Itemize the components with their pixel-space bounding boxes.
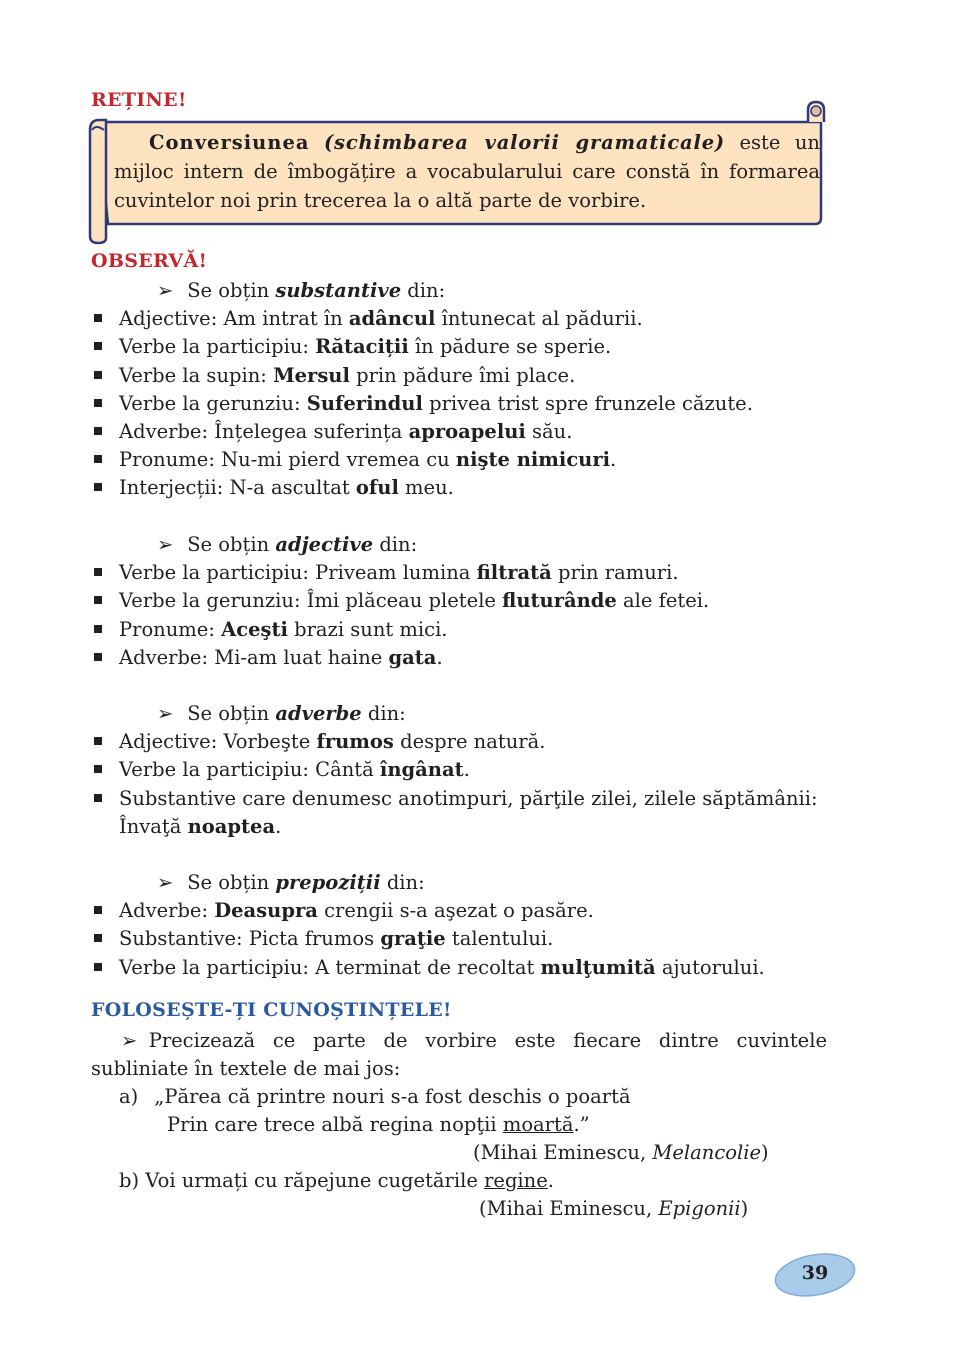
exercise-a-source xyxy=(473,1139,769,1167)
item-text-end: ajutorului. xyxy=(655,955,765,979)
exercise-a-label: a) xyxy=(119,1085,139,1108)
list-item xyxy=(91,925,553,953)
item-text: Verbe la supin: xyxy=(119,363,274,387)
exercise-a-verse1: „Părea că printre nouri s-a fost deschis o poartă xyxy=(154,1085,631,1108)
item-text: Verbe la gerunziu: xyxy=(119,391,307,415)
item-text-end: . xyxy=(610,448,617,472)
source-title: Epigonii xyxy=(658,1197,741,1220)
list-item xyxy=(91,616,448,644)
item-text: Substantive care denumesc anotimpuri, părţile zilei, zilele săptămânii: xyxy=(119,786,818,810)
section-keyword: prepoziții xyxy=(275,871,381,894)
exercise-b-end: . xyxy=(547,1169,554,1192)
arrow-bullet-icon: ➢ xyxy=(157,871,174,894)
section-intro-text: Se obțin xyxy=(187,533,276,556)
square-bullet-icon xyxy=(94,653,102,661)
square-bullet-icon xyxy=(94,483,102,491)
arrow-bullet-icon: ➢ xyxy=(157,533,174,556)
section-intro-end: din: xyxy=(361,702,406,725)
arrow-bullet-icon: ➢ xyxy=(157,702,174,725)
observa-heading: OBSERVĂ! xyxy=(91,250,208,272)
section-intro xyxy=(157,531,417,559)
item-text-end: său. xyxy=(525,420,573,443)
item-text-end: despre natură. xyxy=(393,730,546,754)
definition-term: Conversiunea xyxy=(149,131,310,154)
section-keyword: adjective xyxy=(275,533,374,556)
item-text: Adjective: Vorbeşte xyxy=(119,730,317,754)
item-text: Învaţă xyxy=(119,814,188,838)
item-example-word: filtrată xyxy=(476,561,552,585)
underlined-word-regine: regine xyxy=(484,1169,548,1192)
source-title: Melancolie xyxy=(652,1141,761,1164)
definition-body: este un mijloc intern de îmbogățire a vocabularului care constă în formarea cuvintelor noi prin trecerea la o altă parte de vorbire. xyxy=(114,131,820,212)
item-example-word: frumos xyxy=(316,730,394,754)
exercise-b-text: b) Voi urmați cu răpejune cugetările xyxy=(119,1169,485,1192)
list-item xyxy=(91,813,281,841)
item-text: Pronume: xyxy=(119,617,222,641)
item-text: Adjective: Am intrat în xyxy=(119,307,349,331)
item-example-word: Mersul xyxy=(273,363,350,387)
item-example-word: îngânat xyxy=(379,758,464,782)
list-item xyxy=(91,785,818,813)
definition-scroll-box xyxy=(86,100,831,245)
definition-text xyxy=(114,128,820,215)
source-close: ) xyxy=(761,1141,769,1164)
section-intro xyxy=(157,869,425,897)
list-item xyxy=(91,390,753,418)
item-example-word: mulţumită xyxy=(540,955,656,979)
definition-paren: (schimbarea valorii gramaticale) xyxy=(324,131,725,154)
foloseste-heading: FOLOSEȘTE-ȚI CUNOȘTINȚELE! xyxy=(91,999,452,1021)
item-text-end: întunecat al pădurii. xyxy=(435,307,643,331)
item-example-word: Deasupra xyxy=(214,899,318,923)
square-bullet-icon xyxy=(94,427,102,435)
exercise-a-verse2-text: Prin care trece albă regina nopţii xyxy=(167,1113,503,1136)
item-example-word: adâncul xyxy=(348,307,436,331)
square-bullet-icon xyxy=(94,765,102,773)
list-item xyxy=(91,897,594,925)
item-text-end: . xyxy=(436,645,443,669)
list-item xyxy=(91,446,616,474)
section-intro-text: Se obțin xyxy=(187,279,276,302)
exercise-b-line xyxy=(119,1167,554,1195)
page-number: 39 xyxy=(801,1262,829,1284)
item-text-end: privea trist spre frunzele căzute. xyxy=(422,391,753,415)
item-text: Verbe la gerunziu: Îmi plăceau pletele xyxy=(119,589,503,613)
item-text-end: . xyxy=(463,758,470,782)
square-bullet-icon xyxy=(94,314,102,322)
list-item xyxy=(91,418,572,446)
section-intro-end: din: xyxy=(380,871,425,894)
item-text: Interjecții: N-a ascultat xyxy=(119,476,356,500)
exercise-a-line1 xyxy=(119,1083,631,1111)
list-item xyxy=(91,333,611,361)
exercise-a-verse2-end: .” xyxy=(573,1113,590,1136)
underlined-word-moarta: moartă xyxy=(502,1113,574,1136)
item-example-word: Suferindul xyxy=(306,391,423,415)
item-text: Adverbe: Mi-am luat haine xyxy=(119,645,389,669)
exercise-instruction-text: Precizează ce parte de vorbire este fiecare dintre cuvintele subliniate în textele de mai jos: xyxy=(91,1029,827,1080)
item-text-end: talentului. xyxy=(445,927,554,951)
section-intro-text: Se obțin xyxy=(187,702,276,725)
exercise-instruction xyxy=(91,1027,827,1083)
item-text: Verbe la participiu: xyxy=(119,335,316,359)
item-text-end: în pădure se sperie. xyxy=(408,335,612,359)
item-text-end: ale fetei. xyxy=(616,589,710,613)
section-keyword: substantive xyxy=(275,279,402,302)
item-example-word: Rătaciții xyxy=(315,335,409,359)
square-bullet-icon xyxy=(94,596,102,604)
list-item xyxy=(91,644,443,672)
square-bullet-icon xyxy=(94,737,102,745)
item-text: Verbe la participiu: Cântă xyxy=(119,758,380,782)
item-text-end: prin ramuri. xyxy=(551,561,679,585)
section-intro-end: din: xyxy=(401,279,446,302)
square-bullet-icon xyxy=(94,342,102,350)
item-text-end: prin pădure îmi place. xyxy=(349,363,576,387)
item-example-word: noaptea xyxy=(187,814,276,838)
square-bullet-icon xyxy=(94,934,102,942)
list-item xyxy=(91,728,545,756)
square-bullet-icon xyxy=(94,963,102,971)
item-example-word: oful xyxy=(355,476,399,500)
item-text-end: crengii s-a aşezat o pasăre. xyxy=(317,899,594,923)
item-text: Substantive: Picta frumos xyxy=(119,927,381,951)
item-text: Adverbe: xyxy=(119,899,215,923)
section-intro xyxy=(157,277,445,305)
square-bullet-icon xyxy=(94,568,102,576)
section-intro-end: din: xyxy=(373,533,418,556)
list-item xyxy=(91,954,765,982)
square-bullet-icon xyxy=(94,371,102,379)
list-item xyxy=(91,559,679,587)
list-item xyxy=(91,362,575,390)
item-text: Verbe la participiu: A terminat de recoltat xyxy=(119,955,541,979)
item-text: Pronume: Nu-mi pierd vremea cu xyxy=(119,448,456,472)
retine-heading: REȚINE! xyxy=(91,89,187,111)
item-text-end: meu. xyxy=(398,476,454,500)
item-text-end: . xyxy=(275,814,282,838)
item-text: Adverbe: Înțelegea suferința xyxy=(119,420,409,443)
square-bullet-icon xyxy=(94,455,102,463)
section-intro-text: Se obțin xyxy=(187,871,276,894)
list-item xyxy=(91,305,643,333)
square-bullet-icon xyxy=(94,625,102,633)
item-example-word: aproapelui xyxy=(408,420,526,443)
section-intro xyxy=(157,700,406,728)
source-author: (Mihai Eminescu, xyxy=(473,1141,653,1164)
exercise-b-source xyxy=(479,1195,748,1223)
item-example-word: Aceşti xyxy=(221,617,288,641)
square-bullet-icon xyxy=(94,399,102,407)
item-example-word: fluturânde xyxy=(502,589,617,613)
exercise-a-line2 xyxy=(167,1111,590,1139)
arrow-bullet-icon: ➢ xyxy=(157,279,174,302)
item-example-word: nişte nimicuri xyxy=(455,448,611,472)
square-bullet-icon xyxy=(94,794,102,802)
arrow-bullet-icon: ➢ xyxy=(121,1029,138,1052)
list-item xyxy=(91,474,454,502)
source-author: (Mihai Eminescu, xyxy=(479,1197,659,1220)
item-text: Verbe la participiu: Priveam lumina xyxy=(119,561,477,585)
source-close: ) xyxy=(740,1197,749,1220)
square-bullet-icon xyxy=(94,906,102,914)
list-item xyxy=(91,587,709,615)
item-example-word: graţie xyxy=(380,927,446,951)
list-item xyxy=(91,756,470,784)
section-keyword: adverbe xyxy=(275,702,362,725)
item-example-word: gata xyxy=(388,645,437,669)
item-text-end: brazi sunt mici. xyxy=(287,617,448,641)
